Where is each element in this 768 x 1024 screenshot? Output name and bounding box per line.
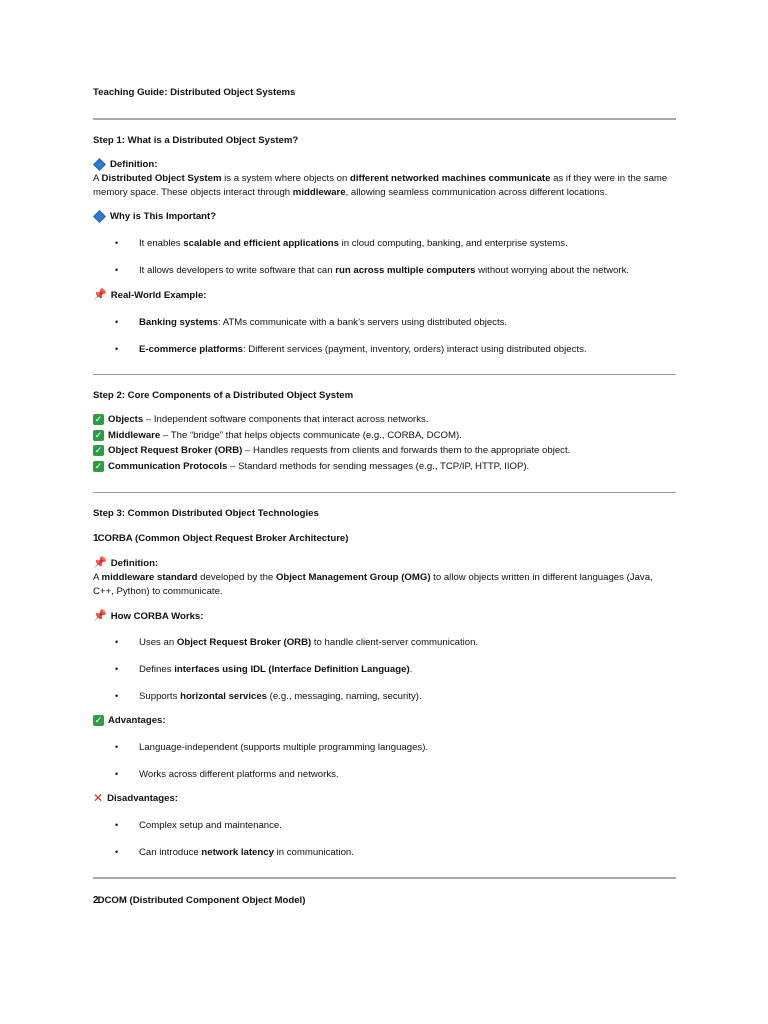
blue-diamond-icon [93, 210, 106, 223]
check-mark-icon: ✓ [94, 715, 103, 725]
bullet-icon: • [115, 769, 119, 779]
step3-heading: Step 3: Common Distributed Object Technologies [93, 508, 319, 519]
list-item: ✓ Middleware – The “bridge” that helps objects communicate (e.g., CORBA, DCOM). [94, 430, 462, 442]
pushpin-icon: 📌 [93, 557, 107, 570]
document-title: Teaching Guide: Distributed Object Systems [93, 87, 296, 98]
list-item: ✓ Object Request Broker (ORB) – Handles requests from clients and forwards them to the appropriate object. [94, 445, 571, 457]
step1-definition-paragraph: A Distributed Object System is a system where objects on different networked machines communicate as if they were in the same memory space. These objects interact through middleware, allowing seamless communication across different locations. [93, 173, 668, 198]
list-item: • Works across different platforms and networks. [115, 769, 339, 780]
bullet-icon: • [115, 344, 119, 354]
bullet-icon: • [115, 742, 119, 752]
check-mark-icon: ✓ [94, 430, 103, 440]
bullet-icon: • [115, 664, 119, 674]
step1-definition-label-row [93, 159, 157, 170]
disadvantages-label-row: ✕ Disadvantages: [93, 791, 178, 806]
definition-label: Definition: [110, 159, 158, 170]
bullet-icon: • [115, 637, 119, 647]
list-item: • Can introduce network latency in communication. [115, 847, 354, 858]
divider [93, 877, 676, 879]
bullet-icon: • [115, 820, 119, 830]
pushpin-icon: 📌 [93, 289, 107, 302]
number-two-icon: 2 [93, 895, 98, 906]
corba-heading: 1CORBA (Common Object Request Broker Architecture) [93, 533, 349, 544]
advantages-label-row: ✓ Advantages: [94, 715, 166, 727]
list-item: • It enables scalable and efficient applications in cloud computing, banking, and enterprise systems. [115, 238, 568, 249]
bullet-icon: • [115, 265, 119, 275]
list-item: • E-commerce platforms: Different services (payment, inventory, orders) interact using distributed objects. [115, 344, 587, 355]
list-item: • Defines interfaces using IDL (Interface Definition Language). [115, 664, 413, 675]
blue-diamond-icon [93, 158, 106, 171]
list-item: • Complex setup and maintenance. [115, 820, 282, 831]
bullet-icon: • [115, 317, 119, 327]
list-item: • Uses an Object Request Broker (ORB) to handle client-server communication. [115, 637, 479, 648]
list-item: • Language-independent (supports multiple programming languages). [115, 742, 429, 753]
cross-mark-icon: ✕ [93, 791, 104, 806]
example-label: Real-World Example: [110, 290, 207, 301]
list-item: ✓ Communication Protocols – Standard methods for sending messages (e.g., TCP/IP, HTTP, IIOP). [94, 461, 530, 473]
step1-heading: Step 1: What is a Distributed Object System? [93, 135, 299, 146]
divider [93, 492, 676, 493]
list-item: • Supports horizontal services (e.g., messaging, naming, security). [115, 691, 422, 702]
check-mark-icon: ✓ [94, 461, 103, 471]
divider [93, 374, 676, 375]
bullet-icon: • [115, 847, 119, 857]
list-item: • Banking systems: ATMs communicate with a bank’s servers using distributed objects. [115, 317, 508, 328]
real-world-example-label-row [93, 290, 207, 301]
corba-definition-paragraph: A middleware standard developed by the Object Management Group (OMG) to allow objects written in different languages (Java, C++, Python) to communicate. [93, 572, 653, 597]
list-item: ✓ Objects – Independent software components that interact across networks. [94, 414, 429, 426]
why-important-label: Why is This Important? [110, 211, 217, 222]
step2-heading: Step 2: Core Components of a Distributed Object System [93, 390, 354, 401]
bullet-icon: • [115, 691, 119, 701]
number-one-icon: 1 [93, 533, 98, 544]
pushpin-icon: 📌 [93, 610, 107, 623]
divider [93, 118, 676, 120]
bullet-icon: • [115, 238, 119, 248]
check-mark-icon: ✓ [94, 414, 103, 424]
how-corba-works-label-row: 📌 How CORBA Works: [93, 610, 204, 623]
why-important-label-row [93, 211, 216, 222]
list-item: • It allows developers to write software that can run across multiple computers without worrying about the network. [115, 265, 630, 276]
corba-definition-label-row: 📌 Definition: [93, 557, 159, 570]
dcom-heading: 2DCOM (Distributed Component Object Model) [93, 895, 306, 906]
check-mark-icon: ✓ [94, 445, 103, 455]
